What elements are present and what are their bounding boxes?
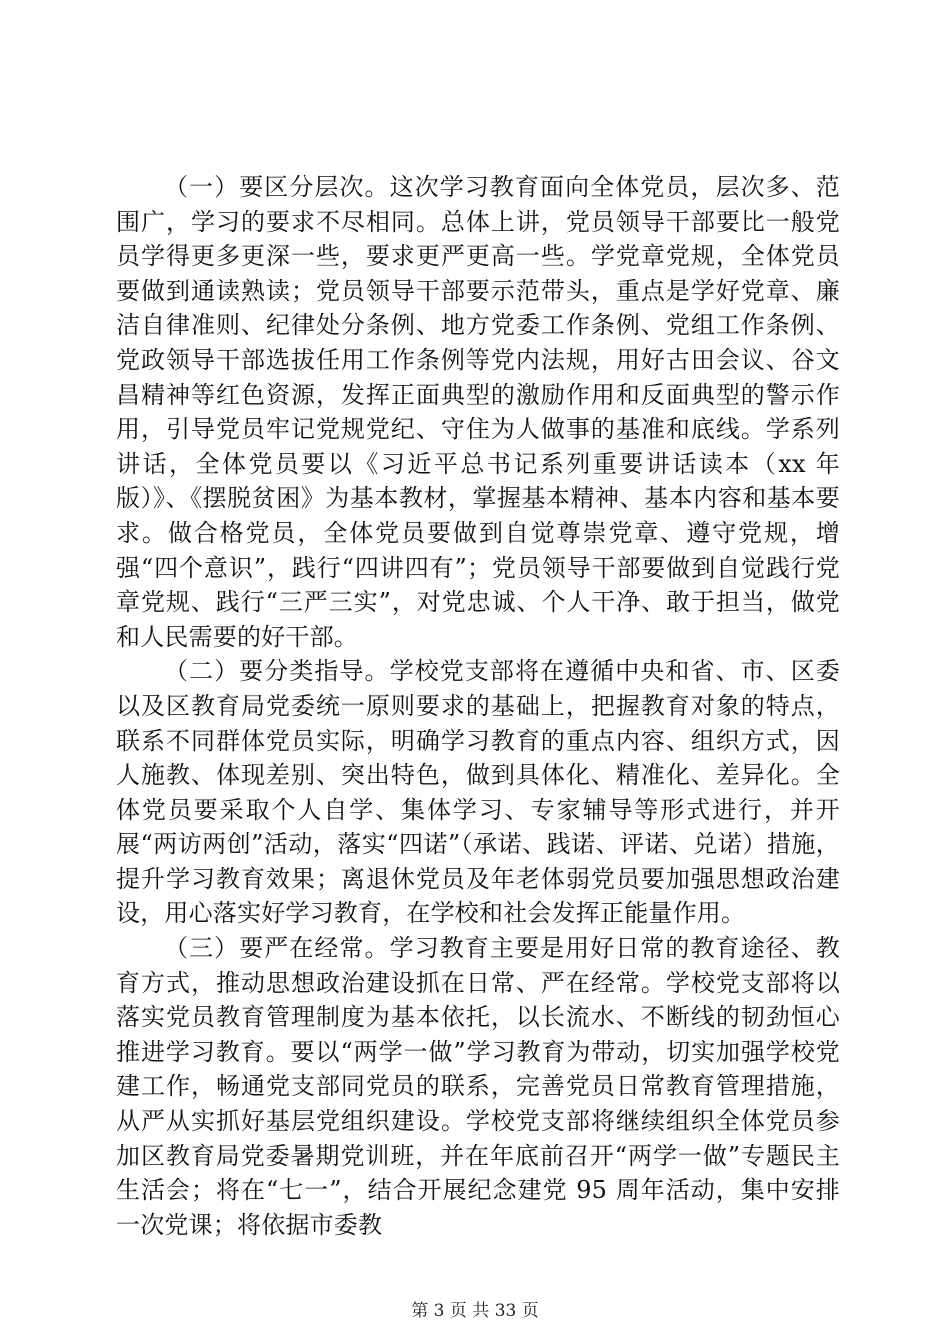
body-text xyxy=(116,170,840,1242)
paragraph-3: （三）要严在经常。学习教育主要是用好日常的教育途径、教育方式，推动思想政治建设抓在日常、严在经常。学校党支部将以落实党员教育管理制度为基本依托，以长流水、不断线的韧劲恒心推进学习教育。要以“两学一做”学习教育为带动，切实加强学校党建工作，畅通党支部同党员的联系，完善党员日常教育管理措施，从严从实抓好基层党组织建设。学校党支部将继续组织全体党员参加区教育局党委暑期党训班，并在年底前召开“两学一做”专题民主生活会；将在“七一”，结合开展纪念建党 95 周年活动，集中安排一次党课；将依据市委教 xyxy=(116,934,840,1239)
paragraph-1: （一）要区分层次。这次学习教育面向全体党员，层次多、范围广，学习的要求不尽相同。总体上讲，党员领导干部要比一般党员学得更多更深一些，要求更严更高一些。学党章党规，全体党员要做到通读熟读；党员领导干部要示范带头，重点是学好党章、廉洁自律准则、纪律处分条例、地方党委工作条例、党组工作条例、党政领导干部选拔任用工作条例等党内法规，用好古田会议、谷文昌精神等红色资源，发挥正面典型的激励作用和反面典型的警示作用，引导党员牢记党规党纪、守住为人做事的基准和底线。学系列讲话，全体党员要以《习近平总书记系列重要讲话读本（xx 年版）》、《摆脱贫困》为基本教材，掌握基本精神、基本内容和基本要求。做合格党员，全体党员要做到自觉尊崇党章、遵守党规，增强“四个意识”，践行“四讲四有”；党员领导干部要做到自觉践行党章党规、践行“三严三实”，对党忠诚、个人干净、敢于担当，做党和人民需要的好干部。 xyxy=(116,173,840,651)
page-footer: 第 3 页 共 33 页 xyxy=(411,1301,539,1321)
paragraph-2: （二）要分类指导。学校党支部将在遵循中央和省、市、区委以及区教育局党委统一原则要求的基础上，把握教育对象的特点，联系不同群体党员实际，明确学习教育的重点内容、组织方式，因人施教、体现差别、突出特色，做到具体化、精准化、差异化。全体党员要采取个人自学、集体学习、专家辅导等形式进行，并开展“两访两创”活动，落实“四诺”（承诺、践诺、评诺、兑诺）措施，提升学习教育效果；离退休党员及年老体弱党员要加强思想政治建设，用心落实好学习教育，在学校和社会发挥正能量作用。 xyxy=(116,657,840,928)
